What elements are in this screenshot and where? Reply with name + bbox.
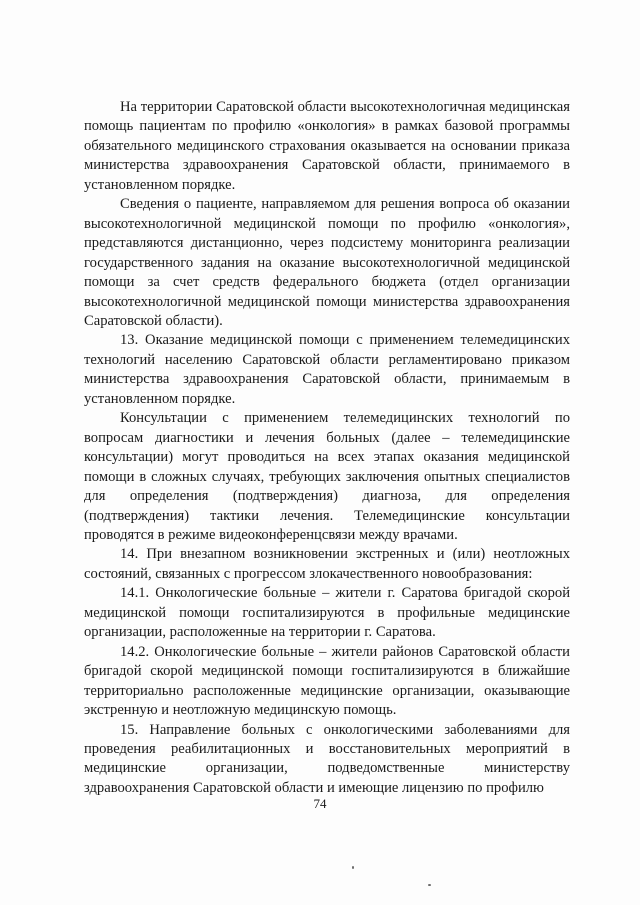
paragraph-item-13: 13. Оказание медицинской помощи с применением телемедицинских технологий населению Саратовской области регламентировано приказом министерства здравоохранения Саратовской области, принимаемым в установленном порядке.: [84, 332, 570, 407]
scan-speck: [352, 866, 354, 869]
paragraph-item-14: 14. При внезапном возникновении экстренных и (или) неотложных состояний, связанных с прогрессом злокачественного новообразования:: [84, 546, 570, 582]
paragraph-patient-info: Сведения о пациенте, направляемом для решения вопроса об оказании высокотехнологичной медицинской помощи по профилю «онкология», представляются дистанционно, через подсистему мониторинга реализации государственного задания на оказание высокотехнологичной медицинской помощи за счет средств федерального бюджета (отдел организации высокотехнологичной медицинской помощи министерства здравоохранения Саратовской области).: [84, 196, 570, 329]
paragraph-item-14-1: 14.1. Онкологические больные – жители г. Саратова бригадой скорой медицинской помощи госпитализируются в профильные медицинские организации, расположенные на территории г. Саратова.: [84, 585, 570, 641]
page-number: 74: [313, 796, 327, 811]
paragraph-high-tech-care: На территории Саратовской области высокотехнологичная медицинская помощь пациентам по профилю «онкология» в рамках базовой программы обязательного медицинского страхования оказывается на основании приказа министерства здравоохранения Саратовской области, принимаемого в установленном порядке.: [84, 99, 570, 193]
paragraph-item-14-2: 14.2. Онкологические больные – жители районов Саратовской области бригадой скорой медицинской помощи госпитализируются в ближайшие территориально расположенные медицинские организации, оказывающие экстренную и неотложную медицинскую помощь.: [84, 643, 570, 719]
paragraph-telemedicine-consultations: Консультации с применением телемедицинских технологий по вопросам диагностики и лечения больных (далее – телемедицинские консультации) могут проводиться на всех этапах оказания медицинской помощи в сложных случаях, требующих заключения опытных специалистов для определения (подтверждения) диагноза, для определения (подтверждения) тактики лечения. Телемедицинские консультации проводятся в режиме видеоконференцсвязи между врачами.: [84, 410, 570, 543]
paragraph-item-15: 15. Направление больных с онкологическими заболеваниями для проведения реабилитационных и восстановительных мероприятий в медицинские организации, подведомственные министерству здравоохранения Саратовской области и имеющие лицензию по профилю: [84, 721, 570, 796]
scan-speck: [428, 884, 431, 886]
document-body: [84, 98, 570, 798]
